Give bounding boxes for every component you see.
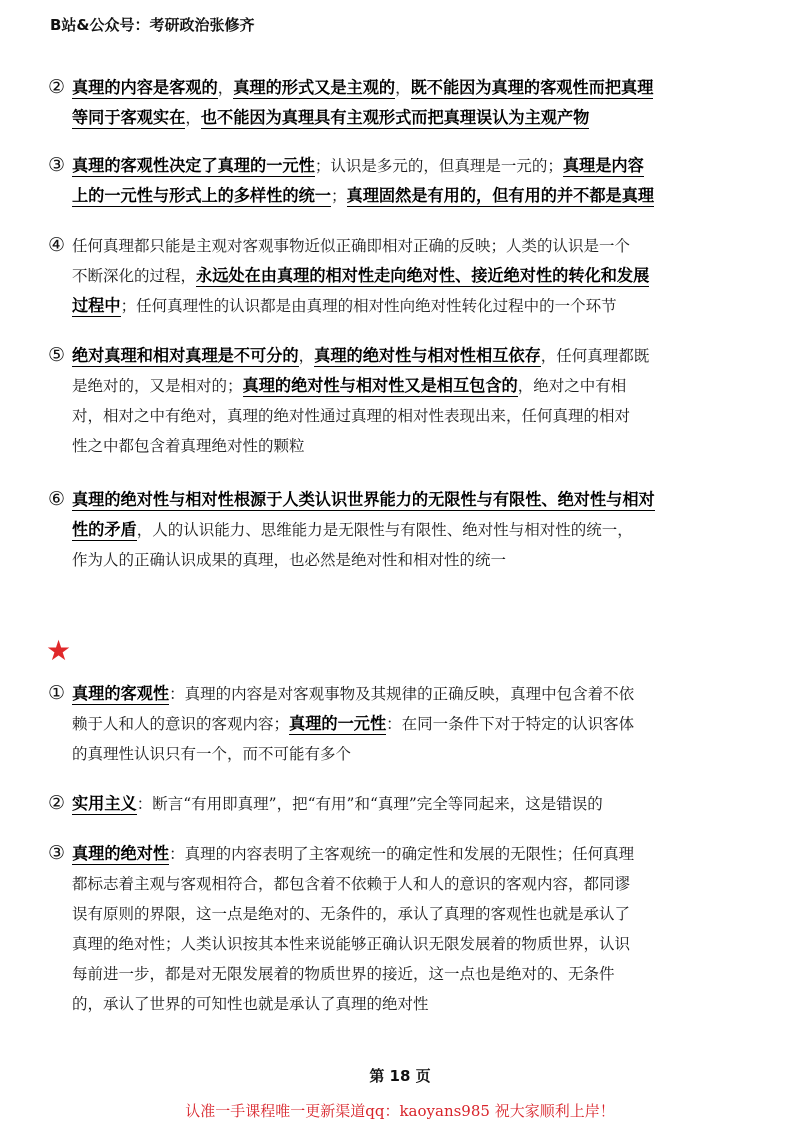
- item-number: ③: [48, 154, 66, 176]
- item-number: ①: [48, 682, 66, 704]
- page-number: 第 18 页: [369, 1067, 431, 1085]
- list-item: ① 真理的客观性：真理的内容是对客观事物及其规律的正确反映，真理中包含着不依 赖于人和人的意识的客观内容；真理的一元性：在同一条件下对于特定的认识客体 的真理性认识只有一个，而不可能有多个: [48, 678, 754, 769]
- item-number: ④: [48, 234, 66, 256]
- item-number: ②: [48, 792, 66, 814]
- list-item: ③ 真理的绝对性：真理的内容表明了主客观统一的确定性和发展的无限性；任何真理 都标志着主观与客观相符合，都包含着不依赖于人和人的意识的客观内容，都同谬 误有原则的界限，这一点是绝对的、无条件的，承认了真理的客观性也就是承认了 真理的绝对性；人类认识按其本性来说能够正确认识无限发展着的物质世界，认识 每前进一步，都是对无限发展着的物质世界的接近，这一点也是绝对的、无条件 的，承认了世界的可知性也就是承认了真理的绝对性: [48, 838, 754, 1019]
- star-icon: ★: [46, 634, 72, 667]
- item-number: ⑤: [48, 344, 66, 366]
- list-item: ⑥ 真理的绝对性与相对性根源于人类认识世界能力的无限性与有限性、绝对性与相对 性的矛盾，人的认识能力、思维能力是无限性与有限性、绝对性与相对性的统一， 作为人的正确认识成果的真理，也必然是绝对性和相对性的统一: [48, 484, 754, 575]
- list-item: ⑤ 绝对真理和相对真理是不可分的，真理的绝对性与相对性相互依存，任何真理都既 是绝对的，又是相对的；真理的绝对性与相对性又是相互包含的，绝对之中有相 对，相对之中有绝对，真理的绝对性通过真理的相对性表现出来，任何真理的相对 性之中都包含着真理绝对性的颗粒: [48, 340, 754, 461]
- list-item: ④ 任何真理都只能是主观对客观事物近似正确即相对正确的反映；人类的认识是一个 不断深化的过程，永远处在由真理的相对性走向绝对性、接近绝对性的转化和发展 过程中；任何真理性的认识都是由真理的相对性向绝对性转化过程中的一个环节: [48, 230, 754, 321]
- item-number: ②: [48, 76, 66, 98]
- page-header: B站&公众号：考研政治张修齐: [50, 16, 255, 34]
- list-item: ③ 真理的客观性决定了真理的一元性；认识是多元的，但真理是一元的；真理是内容 上的一元性与形式上的多样性的统一；真理固然是有用的，但有用的并不都是真理: [48, 150, 754, 211]
- item-number: ⑥: [48, 488, 66, 510]
- list-item: ② 真理的内容是客观的，真理的形式又是主观的，既不能因为真理的客观性而把真理 等同于客观实在，也不能因为真理具有主观形式而把真理误认为主观产物: [48, 72, 754, 133]
- list-item: ② 实用主义：断言“有用即真理”，把“有用”和“真理”完全等同起来，这是错误的: [48, 788, 754, 819]
- footer-notice: 认准一手课程唯一更新渠道qq：kaoyans985 祝大家顺利上岸！: [185, 1102, 615, 1120]
- item-number: ③: [48, 842, 66, 864]
